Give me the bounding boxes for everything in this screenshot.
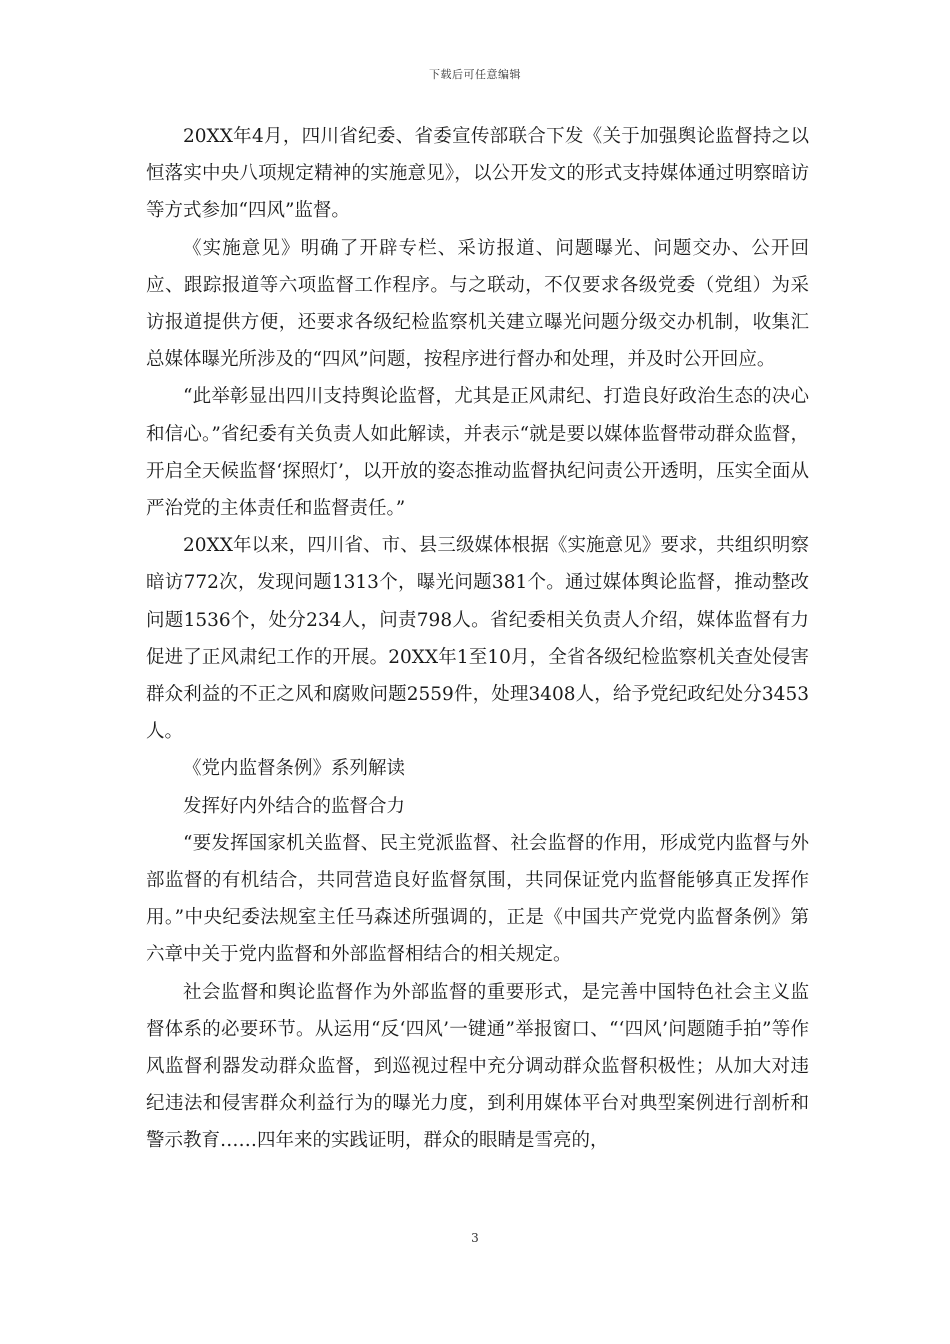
- paragraph: 社会监督和舆论监督作为外部监督的重要形式，是完善中国特色社会主义监督体系的必要环节。从运用“反‘四风’一键通”举报窗口、“‘四风’问题随手拍”等作风监督利器发动群众监督，到巡视过程中充分调动群众监督积极性；从加大对违纪违法和侵害群众利益行为的曝光力度，到利用媒体平台对典型案例进行剖析和警示教育……四年来的实践证明，群众的眼睛是雪亮的，: [146, 981, 809, 1152]
- paragraph: “此举彰显出四川支持舆论监督，尤其是正风肃纪、打造良好政治生态的决心和信心。”省纪委有关负责人如此解读，并表示“就是要以媒体监督带动群众监督，开启全天候监督‘探照灯’，以开放的姿态推动监督执纪问责公开透明，压实全面从严治党的主体责任和监督责任。”: [146, 386, 809, 520]
- document-body: [146, 118, 809, 1160]
- paragraph: 20XX年以来，四川省、市、县三级媒体根据《实施意见》要求，共组织明察暗访772次，发现问题1313个，曝光问题381个。通过媒体舆论监督，推动整改问题1536个，处分234人，问责798人。省纪委相关负责人介绍，媒体监督有力促进了正风肃纪工作的开展。20XX年1至10月，全省各级纪检监察机关查处侵害群众利益的不正之风和腐败问题2559件，处理3408人，给予党纪政纪处分3453人。: [146, 535, 809, 743]
- section-heading: 《党内监督条例》系列解读: [183, 758, 406, 780]
- page-number: 3: [471, 1231, 479, 1245]
- paragraph: 《实施意见》明确了开辟专栏、采访报道、问题曝光、问题交办、公开回应、跟踪报道等六项监督工作程序。与之联动，不仅要求各级党委（党组）为采访报道提供方便，还要求各级纪检监察机关建立曝光问题分级交办机制，收集汇总媒体曝光所涉及的“四风”问题，按程序进行督办和处理，并及时公开回应。: [146, 237, 809, 371]
- section-subheading: 发挥好内外结合的监督合力: [183, 795, 406, 817]
- paragraph: “要发挥国家机关监督、民主党派监督、社会监督的作用，形成党内监督与外部监督的有机结合，共同营造良好监督氛围，共同保证党内监督能够真正发挥作用。”中央纪委法规室主任马森述所强调的，正是《中国共产党党内监督条例》第六章中关于党内监督和外部监督相结合的相关规定。: [146, 832, 809, 966]
- paragraph: 20XX年4月，四川省纪委、省委宣传部联合下发《关于加强舆论监督持之以恒落实中央八项规定精神的实施意见》，以公开发文的形式支持媒体通过明察暗访等方式参加“四风”监督。: [146, 126, 809, 222]
- page-header: 下载后可任意编辑: [429, 68, 521, 81]
